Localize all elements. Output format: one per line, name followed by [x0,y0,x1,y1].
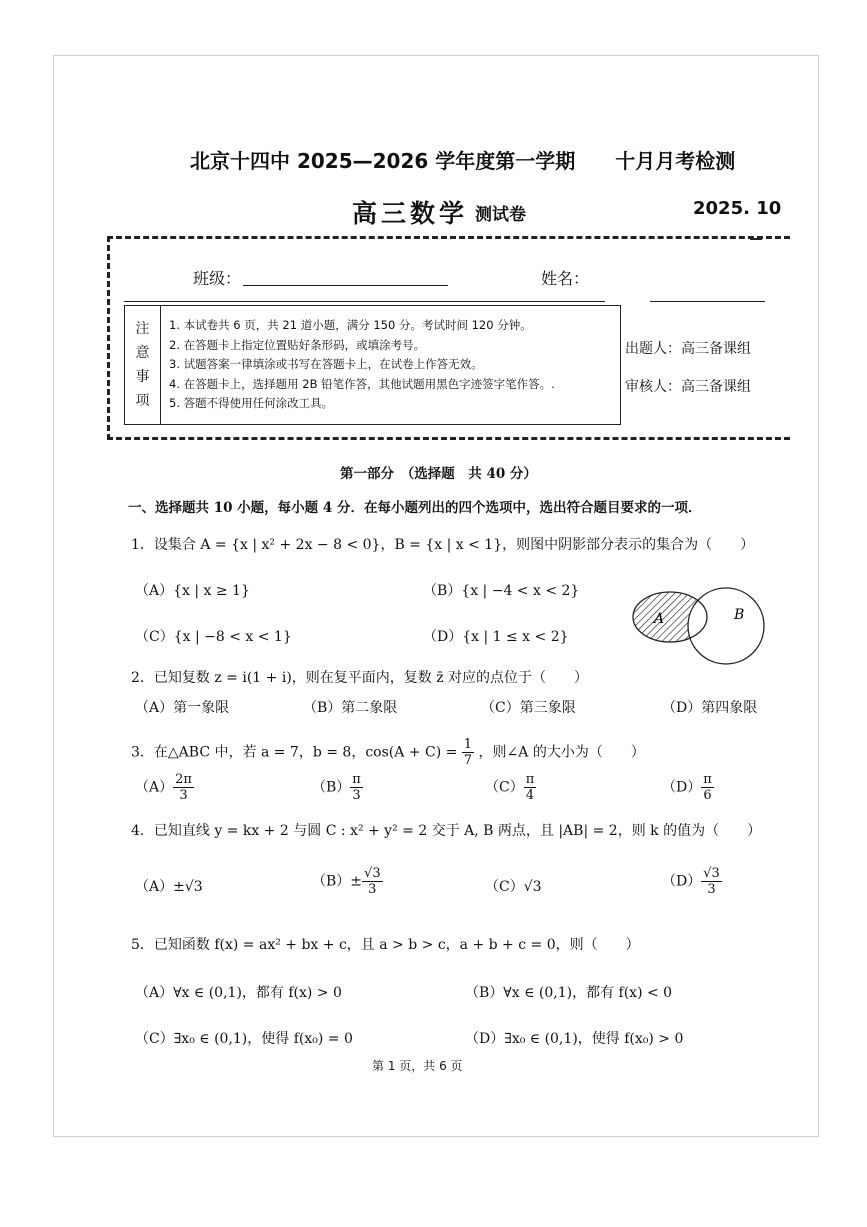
paper-type: 测试卷 [475,205,526,225]
notice-item: 3. 试题答案一律填涂或书写在答题卡上，在试卷上作答无效。 [169,357,483,371]
class-field[interactable] [243,285,448,286]
subject-title: 高三数学 [352,199,469,228]
page-footer: 第 1 页，共 6 页 [372,1059,463,1073]
exam-title: 北京十四中 2025—2026 学年度第一学期 十月月考检测 [190,149,736,173]
venn-label-a: A [654,611,665,627]
q5-option-d: （D）∃x₀ ∈ (0,1)，使得 f(x₀) > 0 [465,1031,684,1047]
q4-stem: 4．已知直线 y = kx + 2 与圆 C : x² + y² = 2 交于 A, B 两点，且 |AB| = 2，则 k 的值为（ ） [131,823,762,839]
part1-heading: 第一部分 （选择题 共 40 分） [340,466,537,482]
q1-option-a: （A）{x | x ≥ 1} [135,583,250,599]
notice-heading: 注 意 事 项 [125,306,161,424]
q3-stem: 3．在△ABC 中，若 a = 7，b = 8，cos(A + C) = $\frac{1}{7}$ ，则∠A 的大小为（ ） [131,737,645,768]
q3-fraction: $\frac{1}{7}$ [463,737,473,768]
notice-box [124,305,621,425]
q3-option-d: （D） $\frac{\pi}{6}$ [662,772,712,803]
venn-label-b: B [734,607,745,623]
notice-item: 4. 在答题卡上，选择题用 2B 铅笔作答，其他试题用黑色字迹签字笔作答。. [169,376,555,391]
name-label: 姓名： [541,269,590,288]
notice-list [169,316,555,414]
q2-option-c: （C）第三象限 [481,700,576,716]
reviewer-line: 审核人：高三备课组 [625,379,751,395]
q2-stem: 2．已知复数 z = i(1 + i)，则在复平面内，复数 z̄ 对应的点位于（ ） [131,670,589,686]
q1-stem: 1．设集合 A = {x | x² + 2x − 8 < 0}，B = {x | x < 1}，则图中阴影部分表示的集合为（ ） [131,537,755,553]
notice-item: 2. 在答题卡上指定位置贴好条形码，或填涂考号。 [169,337,426,352]
q1-option-c: （C）{x | −8 < x < 1} [135,629,292,645]
author-line: 出题人：高三备课组 [625,341,751,357]
notice-item: 1. 本试卷共 6 页，共 21 道小题，满分 150 分。考试时间 120 分钟。 [169,318,532,332]
name-field[interactable] [650,301,765,302]
q2-option-b: （B）第二象限 [303,700,398,716]
set-b-circle [688,588,764,664]
q1-option-b: （B）{x | −4 < x < 2} [423,583,580,599]
q4-option-c: （C）√3 [485,879,542,895]
part1-instruction: 一、选择题共 10 小题，每小题 4 分．在每小题列出的四个选项中，选出符合题目要求的一项． [128,500,702,516]
q5-option-a: （A）∀x ∈ (0,1)，都有 f(x) > 0 [135,985,342,1001]
class-label: 班级： [193,269,242,288]
q3-option-b: （B） $\frac{\pi}{3}$ [312,772,361,803]
q4-option-b: （B）± $\frac{√3}{3}$ [312,866,381,897]
q3-option-a: （A） $\frac{2\pi}{3}$ [135,772,192,803]
q5-option-c: （C）∃x₀ ∈ (0,1)，使得 f(x₀) = 0 [135,1031,353,1047]
info-divider [124,301,605,302]
q2-option-d: （D）第四象限 [662,700,758,716]
q5-option-b: （B）∀x ∈ (0,1)，都有 f(x) < 0 [465,985,673,1001]
q4-option-d: （D） $\frac{√3}{3}$ [662,866,720,897]
q3-option-c: （C） $\frac{\pi}{4}$ [485,772,535,803]
q5-stem: 5．已知函数 f(x) = ax² + bx + c，且 a > b > c，a + b + c = 0，则（ ） [131,937,640,953]
venn-diagram [628,583,773,668]
exam-date: 2025. 10 [693,198,782,219]
q2-option-a: （A）第一象限 [135,700,230,716]
q1-option-d: （D）{x | 1 ≤ x < 2} [423,629,569,645]
notice-item: 5. 答题不得使用任何涂改工具。 [169,396,334,410]
q4-option-a: （A）±√3 [135,879,203,895]
